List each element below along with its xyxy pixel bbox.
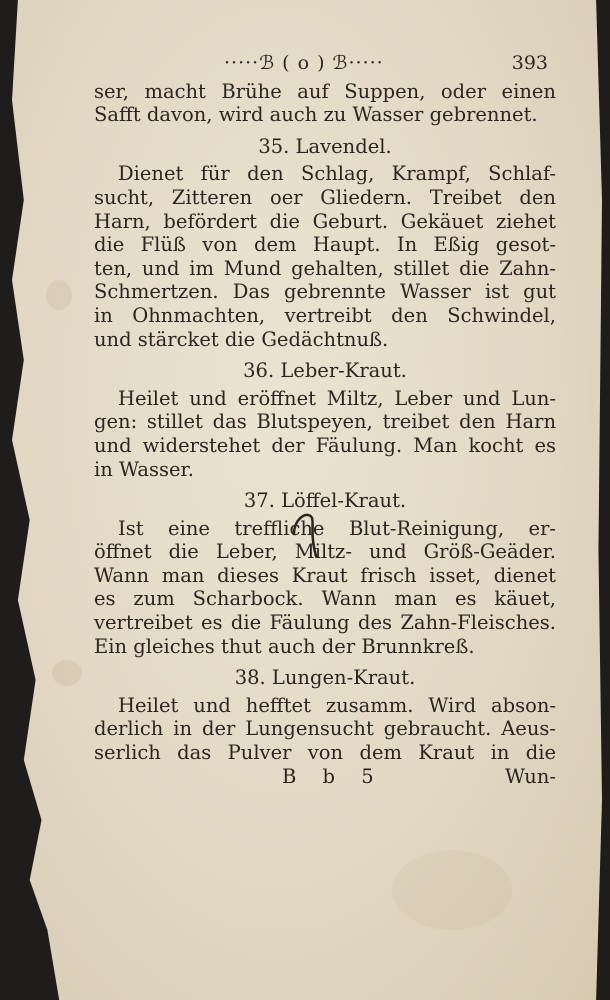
text-line: Ist eine treffliche Blut-Reinigung, er- — [118, 516, 556, 540]
page-text — [94, 52, 556, 788]
text-line: und stärcket die Gedächtnuß. — [94, 327, 389, 351]
text-line: derlich in der Lungensucht gebraucht. Aeus- — [94, 717, 556, 741]
header-ornament: ·····ℬ ( o ) ℬ····· — [224, 52, 384, 74]
text-line: in Ohnmachten, vertreibt den Schwindel, — [94, 303, 556, 327]
text-line: und widerstehet der Fäulung. Man kocht es — [94, 433, 556, 457]
text-line: Dienet für den Schlag, Krampf, Schlaf- — [118, 162, 556, 186]
printer-signature: B b 5 — [282, 764, 384, 788]
running-head — [94, 52, 556, 76]
text-line: ten, und im Mund gehalten, stillet die Zahn- — [94, 256, 556, 280]
text-line: es zum Scharbock. Wann man es käuet, — [94, 587, 556, 611]
text-line: Schmertzen. Das gebrennte Wasser ist gut — [94, 280, 556, 304]
text-line: serlich das Pulver von dem Kraut in die — [94, 741, 556, 765]
entry-heading: 37. Löffel-Kraut. — [243, 489, 407, 513]
catchword: Wun- — [505, 764, 556, 788]
text-line: in Wasser. — [94, 457, 194, 481]
text-line: gen: stillet das Blutspeyen, treibet den Harn — [94, 410, 556, 434]
text-line: Safft davon, wird auch zu Wasser gebrennet. — [94, 103, 538, 127]
text-line: Heilet und hefftet zusamm. Wird abson- — [118, 693, 556, 717]
entry-heading: 38. Lungen-Kraut. — [234, 666, 416, 690]
page-number: 393 — [511, 52, 548, 74]
text-line: ser, macht Brühe auf Suppen, oder einen — [94, 79, 556, 103]
text-line: öffnet die Leber, Miltz- und Größ-Geäder. — [94, 540, 556, 564]
text-line: sucht, Zitteren oer Gliedern. Treibet den — [94, 185, 556, 209]
text-line: Heilet und eröffnet Miltz, Leber und Lun- — [118, 386, 556, 410]
text-line: Wann man dieses Kraut frisch isset, dienet — [94, 563, 556, 587]
page-footer — [94, 765, 556, 789]
entry-heading: 35. Lavendel. — [258, 134, 392, 158]
ink-mark — [286, 504, 322, 560]
text-line: vertreibet es die Fäulung des Zahn-Fleisches. — [94, 611, 556, 635]
text-line: Harn, befördert die Geburt. Gekäuet ziehet — [94, 209, 556, 233]
entry-heading: 36. Leber-Kraut. — [243, 359, 407, 383]
text-line: die Flüß von dem Haupt. In Eßig gesot- — [94, 233, 556, 257]
text-line: Ein gleiches thut auch der Brunnkreß. — [94, 634, 475, 658]
